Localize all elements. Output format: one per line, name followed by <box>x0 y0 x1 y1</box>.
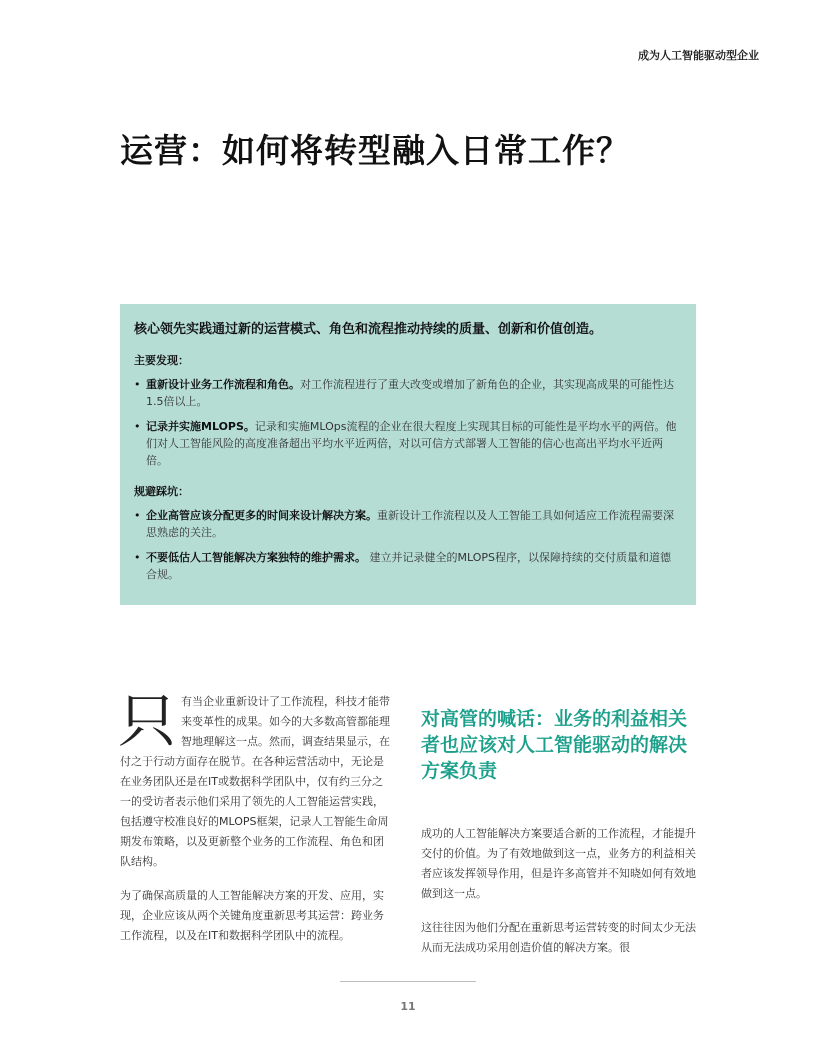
drop-cap: 只 <box>118 687 177 755</box>
body-paragraph: 为了确保高质量的人工智能解决方案的开发、应用，实现，企业应该从两个关键角度重新思考其运营：跨业务工作流程，以及在IT和数据科学团队中的流程。 <box>120 889 384 942</box>
finding-lead: 重新设计业务工作流程和角色。 <box>146 378 300 391</box>
intro-text: 有当企业重新设计了工作流程，科技才能带来变革性的成果。如今的大多数高管都能理智地理解这一点。然而，调查结果显示，在付之于行动方面存在脱节。在各种运营活动中，无论是在业务团队还是在IT或数据科学团队中，仅有约三分之一的受访者表示他们采用了领先的人工智能运营实践，包括遵守校准良好的MLOPS框架，记录人工智能生命周期发布策略，以及更新整个业务的工作流程、角色和团队结构。 <box>120 695 391 868</box>
pitfall-text: 重新设计工作流程以及人工智能工具如何适应工作流程需要深思熟虑的关注。 <box>146 509 674 539</box>
body-paragraph: 这往往因为他们分配在重新思考运营转变的时间太少无法从而无法成功采用创造价值的解决方案。很 <box>421 921 696 954</box>
footer-divider <box>340 981 476 982</box>
finding-text: 记录和实施MLOps流程的企业在很大程度上实现其目标的可能性是平均水平的两倍。他们对人工智能风险的高度准备超出平均水平近两倍，对以可信方式部署人工智能的信心也高出平均水平近两倍。 <box>146 420 677 467</box>
pitfalls-list <box>134 507 680 583</box>
finding-item <box>134 418 680 469</box>
bullet-icon: • <box>134 551 141 564</box>
bullet-icon: • <box>134 420 141 433</box>
finding-text: 对工作流程进行了重大改变或增加了新角色的企业，其实现高成果的可能性达1.5倍以上。 <box>146 378 674 408</box>
page-number: 11 <box>400 1000 416 1013</box>
pitfall-item <box>134 549 680 583</box>
page-title: 运营：如何将转型融入日常工作？ <box>120 131 630 171</box>
pitfall-lead: 不要低估人工智能解决方案独特的维护需求。 <box>146 551 366 564</box>
bullet-icon: • <box>134 509 141 522</box>
bullet-icon: • <box>134 378 141 391</box>
pull-heading: 对高管的喊话：业务的利益相关者也应该对人工智能驱动的解决方案负责 <box>421 708 688 782</box>
finding-item <box>134 376 680 410</box>
pitfall-item <box>134 507 680 541</box>
intro-paragraph <box>118 687 391 872</box>
running-header: 成为人工智能驱动型企业 <box>638 49 759 62</box>
pitfalls-title: 规避踩坑： <box>134 485 189 498</box>
left-column <box>118 687 391 962</box>
callout-headline: 核心领先实践通过新的运营模式、角色和流程推动持续的质量、创新和价值创造。 <box>134 322 603 337</box>
right-column <box>421 706 696 972</box>
finding-lead: 记录并实施MLOPS。 <box>146 420 255 433</box>
findings-list <box>134 376 680 469</box>
pitfall-lead: 企业高管应该分配更多的时间来设计解决方案。 <box>146 509 377 522</box>
key-findings-callout <box>120 304 696 605</box>
body-paragraph: 成功的人工智能解决方案要适合新的工作流程，才能提升交付的价值。为了有效地做到这一点，业务方的利益相关者应该发挥领导作用，但是许多高管并不知晓如何有效地做到这一点。 <box>421 827 696 900</box>
findings-title: 主要发现： <box>134 354 189 367</box>
pitfall-text: 建立并记录健全的MLOPS程序，以保障持续的交付质量和道德合规。 <box>146 551 671 581</box>
